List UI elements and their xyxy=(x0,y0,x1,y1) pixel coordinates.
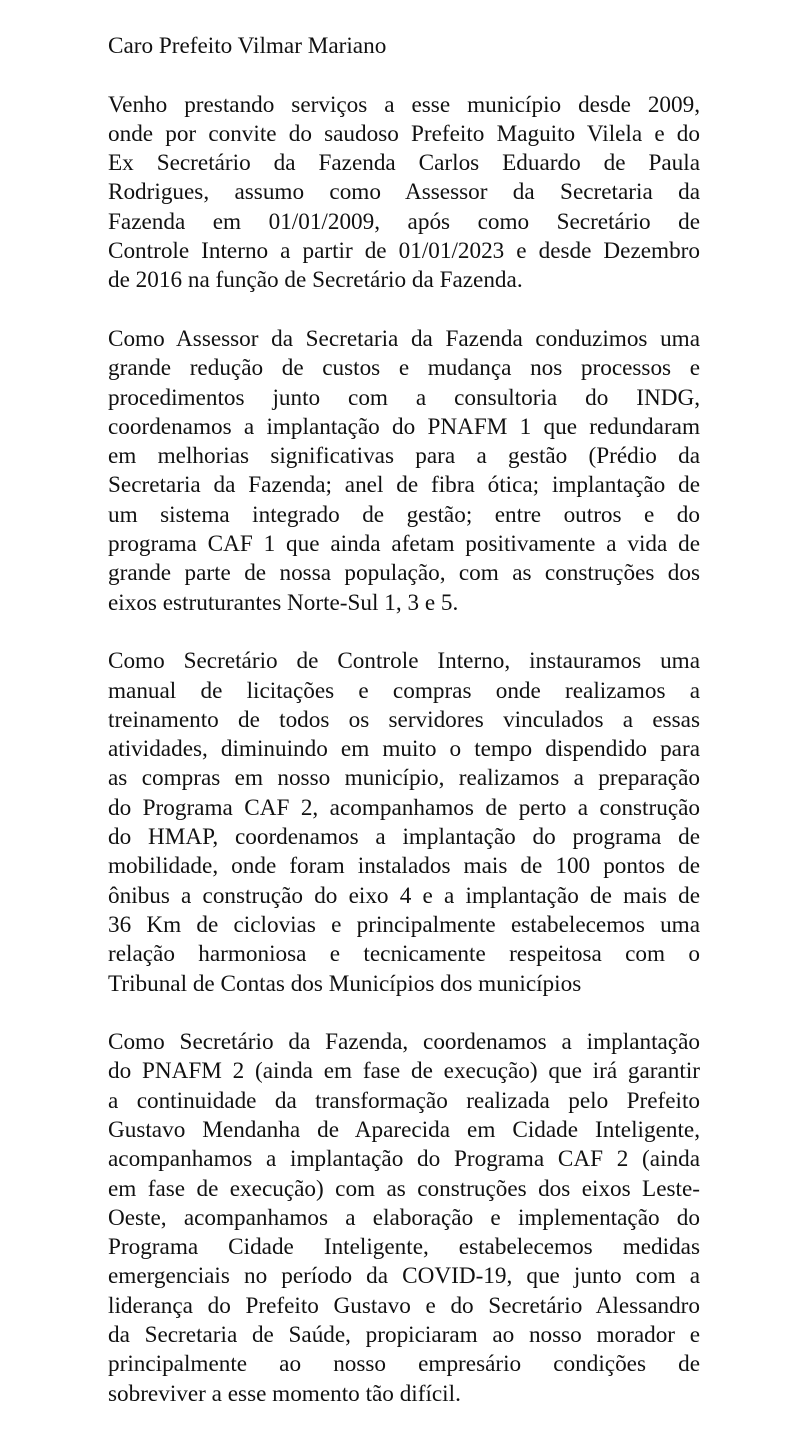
text-line: a continuidade da transformação realizada pelo Prefeito xyxy=(108,1087,700,1114)
text-line: Ex Secretário da Fazenda Carlos Eduardo de Paula xyxy=(108,150,700,177)
text-line: em melhorias significativas para a gestão (Prédio da xyxy=(108,443,700,470)
text-line: em fase de execução) com as construções dos eixos Leste- xyxy=(108,1175,700,1202)
text-line: coordenamos a implantação do PNAFM 1 que redundaram xyxy=(108,413,700,440)
text-line: principalmente ao nosso empresário condições de xyxy=(108,1351,700,1378)
text-line: Programa Cidade Inteligente, estabelecemos medidas xyxy=(108,1234,700,1261)
paragraph-assessor-role xyxy=(108,325,700,618)
text-line: do PNAFM 2 (ainda em fase de execução) que irá garantir xyxy=(108,1058,700,1085)
text-line: as compras em nosso município, realizamos a preparação xyxy=(108,765,700,792)
letter-document xyxy=(108,32,700,1438)
text-line: treinamento de todos os servidores vinculados a essas xyxy=(108,706,700,733)
text-line: Gustavo Mendanha de Aparecida em Cidade Inteligente, xyxy=(108,1116,700,1143)
text-line: Rodrigues, assumo como Assessor da Secretaria da xyxy=(108,179,700,206)
text-line: procedimentos junto com a consultoria do INDG, xyxy=(108,384,700,411)
text-line: relação harmoniosa e tecnicamente respeitosa com o xyxy=(108,941,700,968)
text-line: do HMAP, coordenamos a implantação do programa de xyxy=(108,824,700,851)
text-line: grande redução de custos e mudança nos processos e xyxy=(108,355,700,382)
text-line: manual de licitações e compras onde realizamos a xyxy=(108,677,700,704)
text-line: Como Secretário da Fazenda, coordenamos a implantação xyxy=(108,1029,700,1056)
text-line: emergenciais no período da COVID-19, que junto com a xyxy=(108,1263,700,1290)
text-line: atividades, diminuindo em muito o tempo dispendido para xyxy=(108,736,700,763)
text-line: da Secretaria de Saúde, propiciaram ao nosso morador e xyxy=(108,1322,700,1349)
text-line: Oeste, acompanhamos a elaboração e implementação do xyxy=(108,1204,700,1231)
text-line: Como Secretário de Controle Interno, instauramos uma xyxy=(108,648,700,675)
text-line: Como Assessor da Secretaria da Fazenda conduzimos uma xyxy=(108,325,700,352)
text-line: ônibus a construção do eixo 4 e a implantação de mais de xyxy=(108,882,700,909)
text-line: Venho prestando serviços a esse município desde 2009, xyxy=(108,91,700,118)
text-line: sobreviver a esse momento tão difícil. xyxy=(108,1380,461,1407)
text-line: mobilidade, onde foram instalados mais de 100 pontos de xyxy=(108,853,700,880)
letter-greeting: Caro Prefeito Vilmar Mariano xyxy=(108,33,387,59)
text-line: do Programa CAF 2, acompanhamos de perto a construção xyxy=(108,794,700,821)
paragraph-finance-secretary-role xyxy=(108,1028,700,1409)
text-line: um sistema integrado de gestão; entre outros e do xyxy=(108,501,700,528)
text-line: Fazenda em 01/01/2009, após como Secretário de xyxy=(108,208,700,235)
text-line: Tribunal de Contas dos Municípios dos municípios xyxy=(108,970,582,997)
text-line: Secretaria da Fazenda; anel de fibra ótica; implantação de xyxy=(108,472,700,499)
text-line: grande parte de nossa população, com as construções dos xyxy=(108,560,700,587)
text-line: acompanhamos a implantação do Programa CAF 2 (ainda xyxy=(108,1146,700,1173)
paragraph-career-history xyxy=(108,91,700,296)
paragraph-internal-control-role xyxy=(108,647,700,999)
text-line: liderança do Prefeito Gustavo e do Secretário Alessandro xyxy=(108,1292,700,1319)
text-line: de 2016 na função de Secretário da Fazenda. xyxy=(108,267,523,294)
text-line: Controle Interno a partir de 01/01/2023 e desde Dezembro xyxy=(108,238,700,265)
text-line: programa CAF 1 que ainda afetam positivamente a vida de xyxy=(108,531,700,558)
text-line: eixos estruturantes Norte-Sul 1, 3 e 5. xyxy=(108,589,459,616)
text-line: 36 Km de ciclovias e principalmente estabelecemos uma xyxy=(108,911,700,938)
text-line: onde por convite do saudoso Prefeito Maguito Vilela e do xyxy=(108,120,700,147)
